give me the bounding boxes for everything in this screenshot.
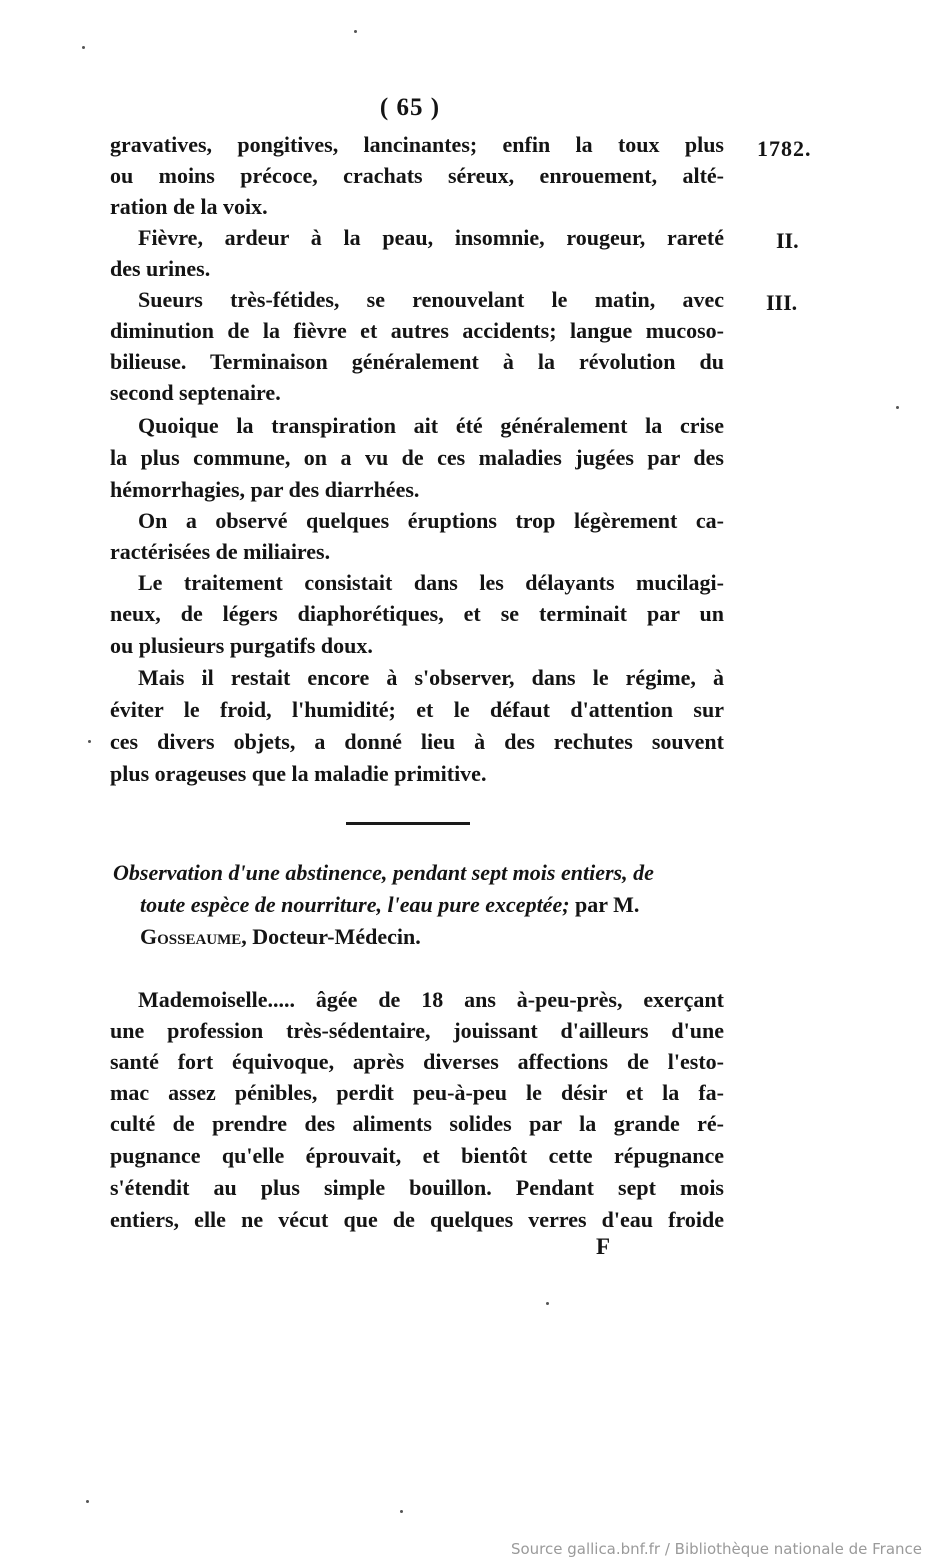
text-line: Le traitement consistait dans les délayants mucilagi- [138,570,724,595]
text-line: ou moins précoce, crachats séreux, enrouement, alté- [110,163,724,188]
margin-mark-ii: II. [776,228,799,253]
text-line: des urines. [110,256,211,281]
paper-speck [86,1500,89,1503]
page-number: ( 65 ) [379,94,441,121]
paper-speck [354,30,357,33]
paper-speck [546,1302,549,1305]
paper-speck [400,1510,403,1513]
signature-mark: F [596,1234,611,1259]
title-italic-part: toute espèce de nourriture, l'eau pure exceptée; [140,892,570,917]
text-line: gravatives, pongitives, lancinantes; enfin la toux plus [110,132,724,157]
title-line: Observation d'une abstinence, pendant sept mois entiers, de [113,860,654,885]
paper-speck [896,406,899,409]
text-line: culté de prendre des aliments solides par la grande ré- [110,1111,724,1136]
text-line: diminution de la fièvre et autres accidents; langue mucoso- [110,318,724,343]
text-line: ou plusieurs purgatifs doux. [110,633,373,658]
text-line: mac assez pénibles, perdit peu-à-peu le désir et la fa- [110,1080,724,1105]
text-line: Mademoiselle..... âgée de 18 ans à-peu-près, exerçant [138,987,724,1012]
text-line: bilieuse. Terminaison généralement à la révolution du [110,349,724,374]
text-line: s'étendit au plus simple bouillon. Pendant sept mois [110,1175,724,1200]
text-line: ractérisées de miliaires. [110,539,331,564]
margin-year: 1782. [757,136,812,161]
text-line: ces divers objets, a donné lieu à des rechutes souvent [110,729,724,754]
text-line: hémorrhagies, par des diarrhées. [110,477,420,502]
title-line [140,890,639,920]
text-line: santé fort équivoque, après diverses affections de l'esto- [110,1049,724,1074]
text-line: pugnance qu'elle éprouvait, et bientôt cette répugnance [110,1143,724,1168]
section-divider [346,822,470,825]
title-line [140,922,421,952]
text-line: Fièvre, ardeur à la peau, insomnie, rougeur, rareté [138,225,724,250]
source-footer: Source gallica.bnf.fr / Bibliothèque nationale de France [510,1540,922,1558]
text-line: entiers, elle ne vécut que de quelques verres d'eau froide [110,1207,724,1232]
margin-mark-iii: III. [766,290,798,315]
text-line: neux, de légers diaphorétiques, et se terminait par un [110,601,724,626]
text-line: ration de la voix. [110,194,268,219]
text-line: On a observé quelques éruptions trop légèrement ca- [138,508,724,533]
author-name: Gosseaume [140,924,242,949]
text-line: Mais il restait encore à s'observer, dans le régime, à [138,665,724,690]
text-line: la plus commune, on a vu de ces maladies jugées par des [110,445,724,470]
text-line: second septenaire. [110,380,281,405]
text-line: une profession très-sédentaire, jouissant d'ailleurs d'une [110,1018,724,1043]
text-line: éviter le froid, l'humidité; et le défaut d'attention sur [110,697,724,722]
title-tail: par M. [569,892,640,917]
text-line: plus orageuses que la maladie primitive. [110,761,487,786]
text-line: Sueurs très-fétides, se renouvelant le matin, avec [138,287,724,312]
paper-speck [82,46,85,49]
text-line: Quoique la transpiration ait été généralement la crise [138,413,724,438]
author-title: , Docteur-Médecin. [241,924,421,949]
paper-speck [88,740,91,743]
